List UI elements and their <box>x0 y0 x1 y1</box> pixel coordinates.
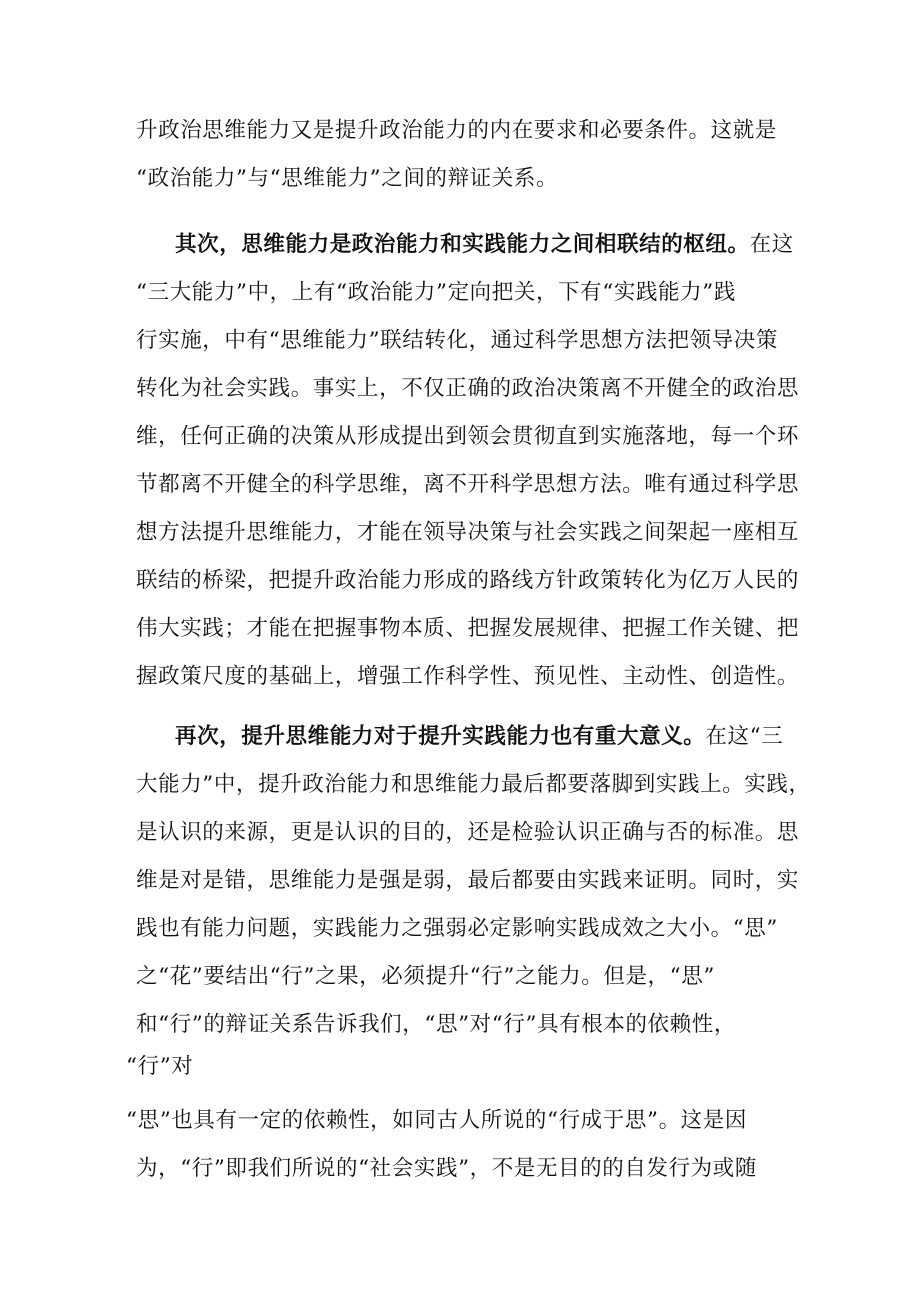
text-line <box>136 772 811 798</box>
line-text: 握政策尺度的基础上，增强工作科学性、预见性、主动性、创造性。 <box>136 664 800 689</box>
text-line <box>126 1108 747 1134</box>
line-text: 为，“行”即我们所说的“社会实践”，不是无目的的自发行为或随 <box>136 1156 757 1181</box>
text-line <box>136 1156 757 1182</box>
line-text: 联结的桥梁，把提升政治能力形成的路线方针政策转化为亿万人民的 <box>136 568 800 593</box>
line-text: 在这“三 <box>705 724 784 749</box>
paragraph-lead-line <box>175 724 783 750</box>
line-text: 维，任何正确的决策从形成提出到领会贯彻直到实施落地，每一个环 <box>136 424 800 449</box>
line-text: 节都离不开健全的科学思维，离不开科学思想方法。唯有通过科学思 <box>136 472 800 497</box>
text-line <box>136 916 778 942</box>
text-line <box>136 424 799 450</box>
line-text: 在这 <box>749 232 794 257</box>
text-line <box>136 166 558 192</box>
line-text: 维是对是错，思维能力是强是弱，最后都要由实践来证明。同时，实 <box>136 868 800 893</box>
text-line <box>136 118 777 144</box>
line-text: 大能力”中，提升政治能力和思维能力最后都要落脚到实践上。实践， <box>136 772 811 797</box>
text-line <box>126 1054 193 1080</box>
text-line <box>136 664 799 690</box>
paragraph-lead-line <box>175 232 794 258</box>
line-text: “行”对 <box>126 1054 194 1079</box>
text-line <box>136 616 799 642</box>
line-text: 之“花”要结出“行”之果，必须提升“行”之能力。但是，“思” <box>136 964 715 989</box>
text-line <box>136 568 799 594</box>
line-text: “思”也具有一定的依赖性，如同古人所说的“行成于思”。这是因 <box>126 1108 747 1133</box>
bold-lead-sentence: 其次，思维能力是政治能力和实践能力之间相联结的枢纽。 <box>175 232 750 257</box>
line-text: “三大能力”中，上有“政治能力”定向把关，下有“实践能力”践 <box>136 280 736 305</box>
text-line <box>136 964 715 990</box>
line-text: 和“行”的辩证关系告诉我们，“思”对“行”具有根本的依赖性， <box>136 1012 736 1037</box>
text-line <box>136 520 799 546</box>
text-line <box>136 472 799 498</box>
line-text: 伟大实践；才能在把握事物本质、把握发展规律、把握工作关键、把 <box>136 616 800 641</box>
text-line <box>136 1012 736 1038</box>
bold-lead-sentence: 再次，提升思维能力对于提升实践能力也有重大意义。 <box>175 724 706 749</box>
line-text: 是认识的来源，更是认识的目的，还是检验认识正确与否的标准。思 <box>136 820 800 845</box>
line-text: “政治能力”与“思维能力”之间的辩证关系。 <box>136 166 559 191</box>
line-text: 升政治思维能力又是提升政治能力的内在要求和必要条件。这就是 <box>136 118 777 143</box>
text-line <box>136 820 799 846</box>
text-line <box>136 280 736 306</box>
text-line <box>136 868 799 894</box>
line-text: 转化为社会实践。事实上，不仅正确的政治决策离不开健全的政治思 <box>136 376 800 401</box>
text-line <box>136 376 799 402</box>
line-text: 践也有能力问题，实践能力之强弱必定影响实践成效之大小。“思” <box>136 916 778 941</box>
text-line <box>136 328 778 354</box>
line-text: 行实施，中有“思维能力”联结转化，通过科学思想方法把领导决策 <box>136 328 778 353</box>
line-text: 想方法提升思维能力，才能在领导决策与社会实践之间架起一座相互 <box>136 520 800 545</box>
